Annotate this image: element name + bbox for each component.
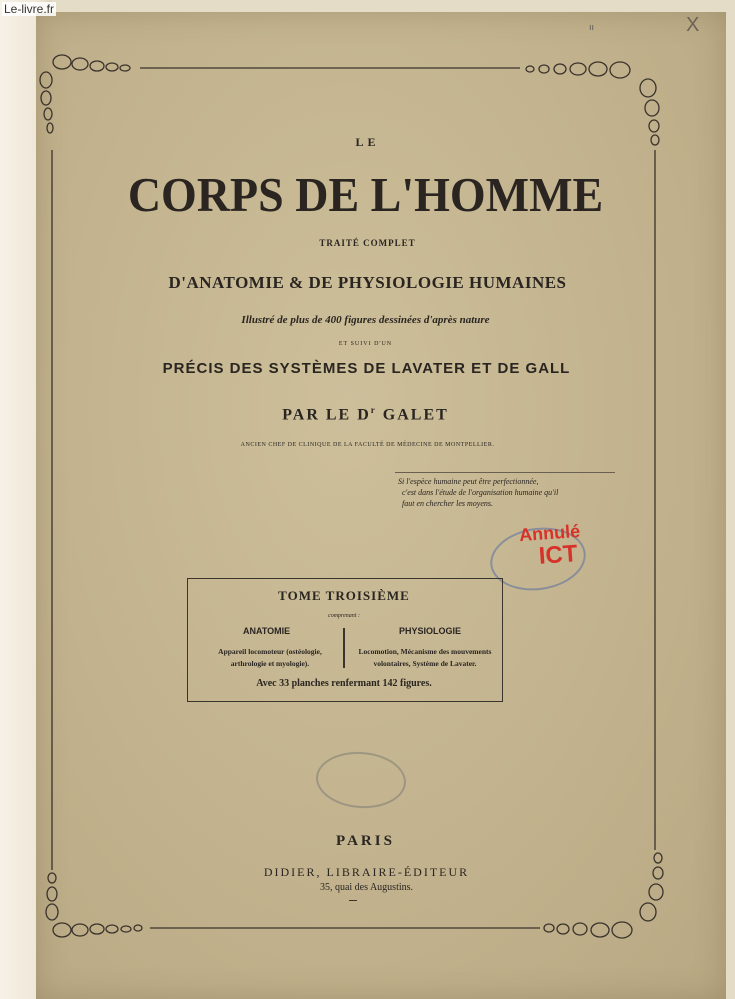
contents-line: arthrologie et myologie). <box>230 659 310 668</box>
anatomy-heading: ANATOMIE <box>243 626 291 636</box>
imprint-city: PARIS <box>336 833 395 849</box>
main-title: CORPS DE L'HOMME <box>127 167 604 222</box>
author-byline <box>0 405 733 424</box>
connector-line: ET SUIVI D'UN <box>338 341 393 347</box>
pencil-mark: X <box>686 14 700 36</box>
flourish-top-left <box>40 55 130 133</box>
epigraph-rule <box>395 472 615 473</box>
volume-title: TOME TROISIÈME <box>278 588 410 603</box>
contents-line: volontaires, Système de Lavater. <box>373 659 477 668</box>
column-divider <box>343 628 345 668</box>
subject-line: D'ANATOMIE & DE PHYSIOLOGIE HUMAINES <box>168 273 567 292</box>
byline-prefix: PAR LE D <box>282 406 371 424</box>
byline-sup: r <box>370 405 377 415</box>
supplement-line: PRÉCIS DES SYSTÈMES DE LAVATER ET DE GALL <box>162 360 571 377</box>
illustration-note: Illustré de plus de 400 figures dessinées d'après nature <box>241 314 490 326</box>
title-kicker: TRAITÉ COMPLET <box>319 238 416 248</box>
contents-line: Locomotion, Mécanisme des mouvements <box>358 647 492 656</box>
author-credentials: ANCIEN CHEF DE CLINIQUE DE LA FACULTÉ DE MÉDECINE DE MONTPELLIER. <box>240 442 495 448</box>
imprint-dash <box>349 900 357 901</box>
anatomy-contents <box>200 646 340 670</box>
physiology-heading: PHYSIOLOGIE <box>399 626 462 636</box>
plates-note: Avec 33 planches renfermant 142 figures. <box>256 678 432 689</box>
stamp-line: ICT <box>537 540 579 570</box>
stamp-line: Annulé <box>518 520 581 546</box>
title-article: LE <box>355 135 380 149</box>
epigraph-line: faut en chercher les moyens. <box>402 499 494 508</box>
flourish-top-right <box>526 62 659 145</box>
epigraph-line: c'est dans l'étude de l'organisation humaine qu'il <box>402 488 559 497</box>
imprint-address: 35, quai des Augustins. <box>319 882 414 893</box>
imprint-publisher: DIDIER, LIBRAIRE-ÉDITEUR <box>263 865 470 879</box>
cancel-stamp <box>519 522 583 570</box>
corner-number: ıı <box>589 22 595 32</box>
epigraph <box>398 476 608 509</box>
watermark-logo: Le-livre.fr <box>4 2 55 16</box>
physiology-contents <box>348 646 502 670</box>
volume-comprenant: comprenant : <box>328 613 360 619</box>
epigraph-line: Si l'espèce humaine peut être perfectionnée, <box>398 477 539 486</box>
contents-line: Appareil locomoteur (ostéologie, <box>218 647 322 656</box>
byline-name: GALET <box>382 406 449 424</box>
